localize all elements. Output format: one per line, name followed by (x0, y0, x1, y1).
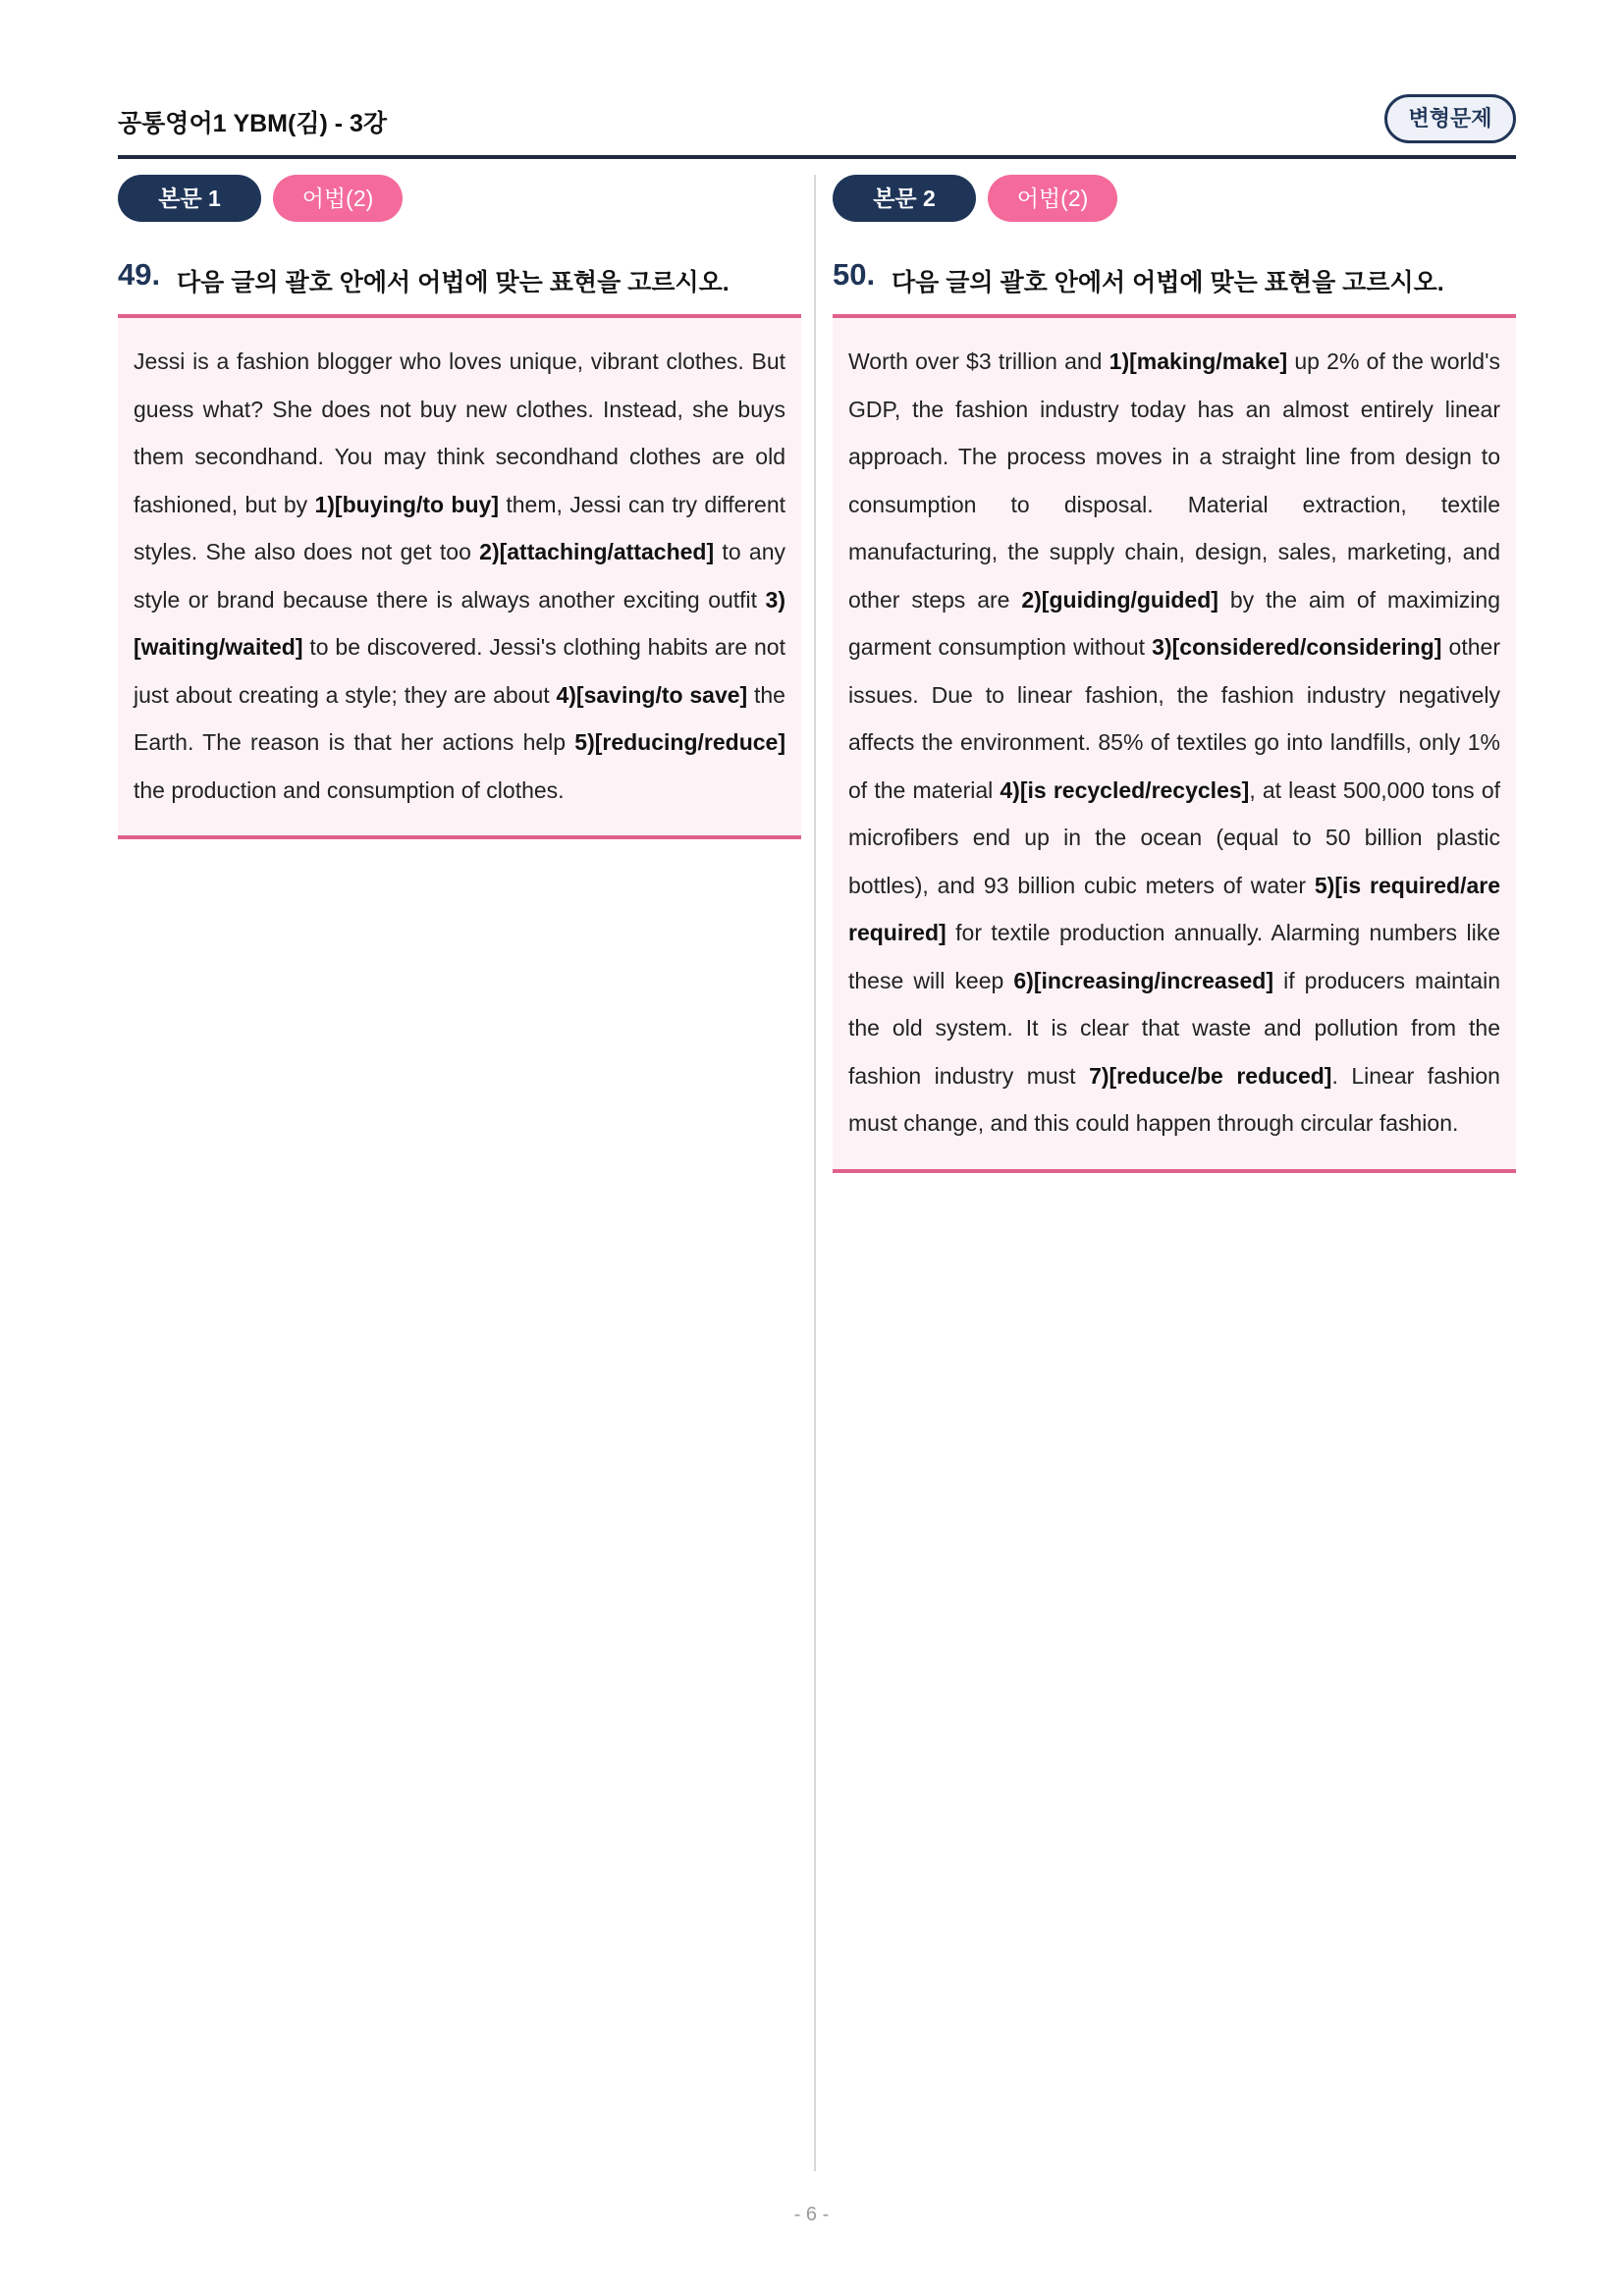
passage-text: for textile production annually. Alarming numbers like these will keep (848, 920, 1500, 993)
question-heading (118, 257, 801, 296)
passage-text: them, Jessi can try different styles. She also does not get too (134, 491, 786, 564)
passage-label-tag: 본문 1 (118, 175, 261, 222)
passage-text: by the aim of maximizing garment consumption without (848, 586, 1500, 660)
grammar-choice: 4)[saving/to save] (556, 681, 748, 708)
passage-text: to be discovered. Jessi's clothing habits are not just about creating a style; they are about (134, 634, 785, 708)
page-number: - 6 - (793, 2204, 830, 2225)
page-header (118, 94, 1516, 153)
question-instruction: 다음 글의 괄호 안에서 어법에 맞는 표현을 고르시오. (892, 269, 1444, 296)
grammar-choice: 5)[is required/are required] (848, 872, 1500, 945)
passage-label-tag: 본문 2 (833, 175, 976, 222)
passage-text: other issues. Due to linear fashion, the fashion industry negatively affects the environment. 85% of textiles go into landfills, only 1% of the material (848, 634, 1500, 803)
question-heading (833, 257, 1516, 296)
passage-box (118, 314, 801, 839)
question-instruction: 다음 글의 괄호 안에서 어법에 맞는 표현을 고르시오. (177, 269, 730, 296)
question-column-right (833, 175, 1516, 1173)
passage-text: Worth over $3 trillion and (848, 348, 1109, 374)
header-divider (118, 155, 1516, 159)
question-category-tag: 어법(2) (273, 175, 403, 222)
passage-text: to any style or brand because there is always another exciting outfit (134, 539, 785, 613)
grammar-choice: 7)[reduce/be reduced] (1089, 1062, 1332, 1089)
grammar-choice: 2)[attaching/attached] (479, 539, 715, 564)
passage-tags (118, 175, 801, 222)
passage-text: , at least 500,000 tons of microfibers end up in the ocean (equal to 50 billion plastic bottles), and 93 billion cubic meters of water (848, 776, 1500, 898)
grammar-choice: 2)[guiding/guided] (1021, 586, 1218, 613)
question-type-badge: 변형문제 (1384, 94, 1516, 143)
question-number: 50. (833, 257, 876, 292)
grammar-choice: 1)[buying/to buy] (314, 491, 499, 517)
passage-text: the Earth. The reason is that her actions help (134, 681, 785, 755)
question-number: 49. (118, 257, 161, 292)
document-title: 공통영어1 YBM(김) - 3강 (118, 110, 388, 137)
passage-text: if producers maintain the old system. It is clear that waste and pollution from the fashion industry must (848, 967, 1500, 1089)
question-category-tag: 어법(2) (988, 175, 1117, 222)
grammar-choice: 3)[waiting/waited] (134, 586, 785, 660)
passage-text: . Linear fashion must change, and this could happen through circular fashion. (848, 1062, 1500, 1136)
grammar-choice: 6)[increasing/increased] (1013, 967, 1273, 993)
column-divider (814, 175, 816, 2171)
passage-text: Jessi is a fashion blogger who loves unique, vibrant clothes. But guess what? She does not buy new clothes. Instead, she buys them secondhand. You may think secondhand clothes are old fashioned, but by (134, 348, 785, 517)
question-column-left (118, 175, 801, 839)
grammar-choice: 1)[making/make] (1109, 348, 1288, 374)
passage-text: the production and consumption of clothes. (134, 776, 565, 803)
passage-box (833, 314, 1516, 1173)
passage-text: up 2% of the world's GDP, the fashion industry today has an almost entirely linear approach. The process moves in a straight line from design to consumption to disposal. Material extraction, textile manufacturing, the supply chain, design, sales, marketing, and other steps are (848, 348, 1500, 613)
grammar-choice: 3)[considered/considering] (1152, 634, 1442, 660)
grammar-choice: 4)[is recycled/recycles] (1000, 776, 1250, 803)
grammar-choice: 5)[reducing/reduce] (574, 729, 785, 755)
passage-tags (833, 175, 1516, 222)
